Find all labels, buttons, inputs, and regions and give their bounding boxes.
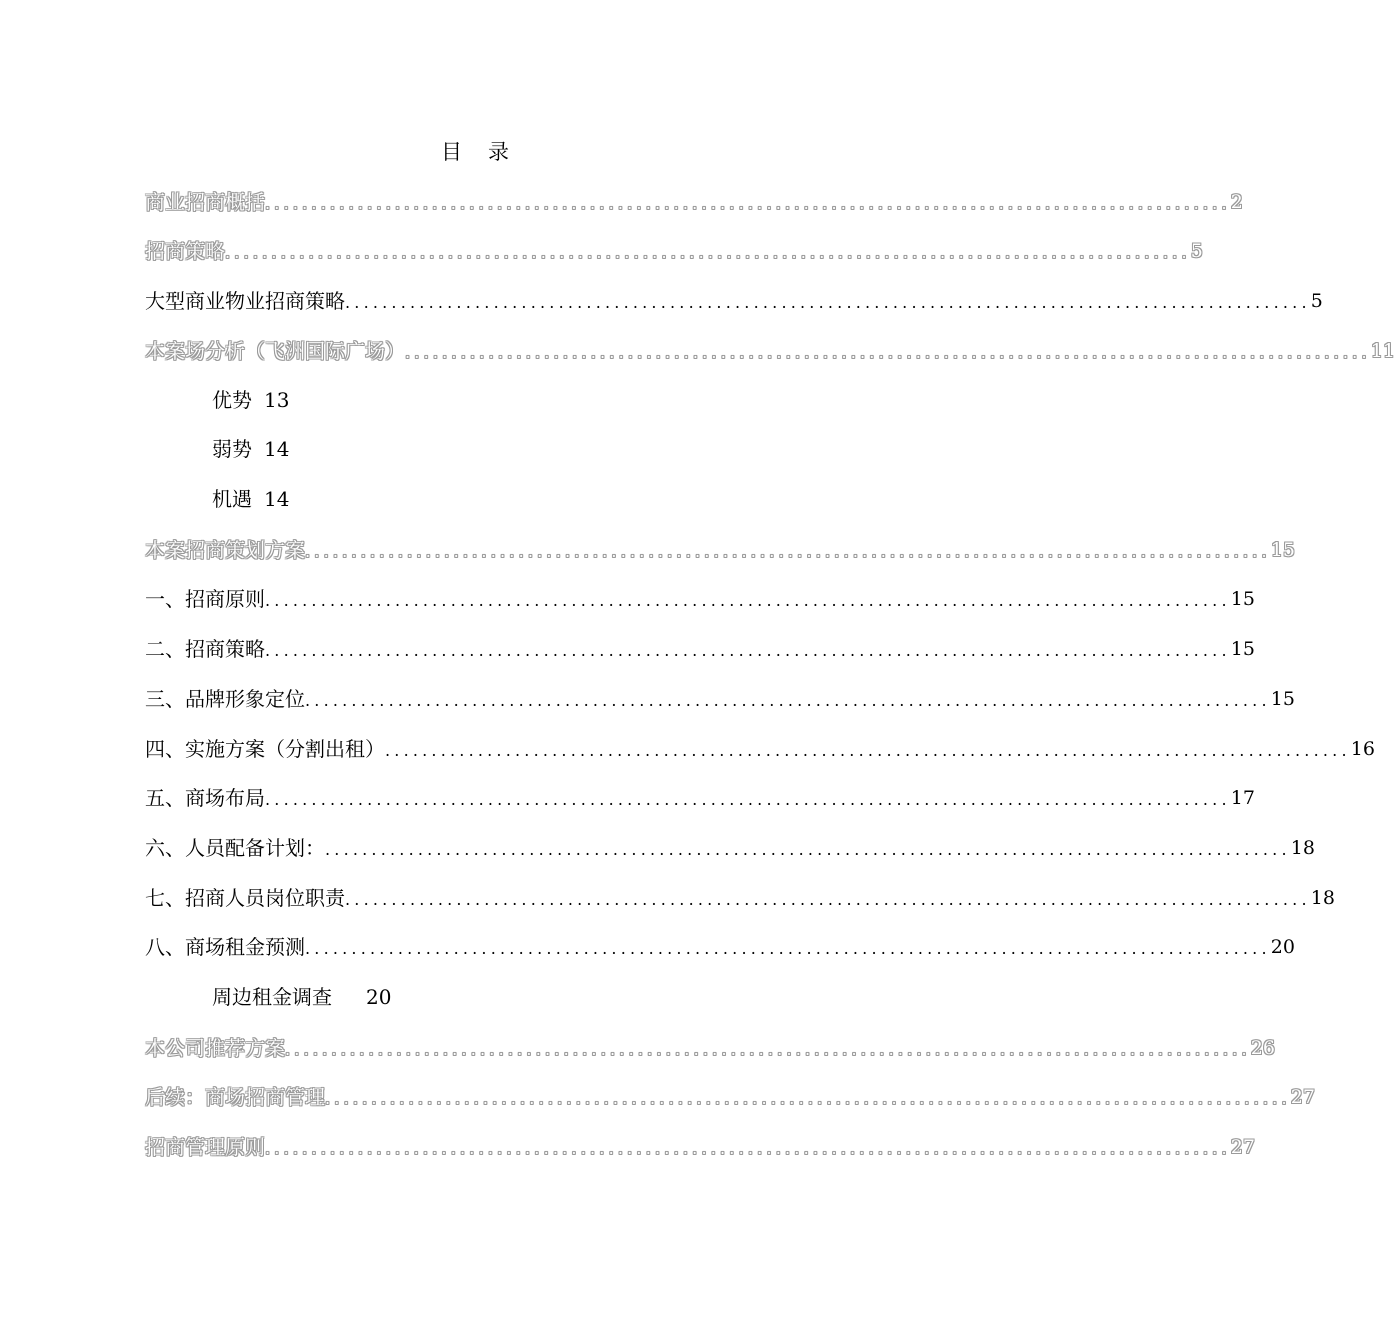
toc-leader-dots: ........................................................................................................ [305, 691, 1271, 710]
toc-entry-page: 11 [1370, 340, 1395, 362]
toc-leader-dots: ........................................................................................................ [265, 641, 1231, 660]
toc-entry-page: 5 [1310, 290, 1323, 312]
toc-entry[interactable] [145, 634, 1255, 664]
toc-entry[interactable] [145, 684, 1295, 714]
toc-leader-dots: ........................................................................................................ [385, 741, 1351, 760]
toc-entry[interactable] [145, 236, 1203, 266]
toc-entry-page: 27 [1230, 1136, 1255, 1158]
toc-subentry[interactable] [212, 484, 289, 514]
toc-subentry-page: 14 [264, 437, 290, 461]
toc-entry-label: 四、实施方案（分割出租） [145, 737, 385, 761]
toc-entry-label: 五、商场布局 [145, 786, 265, 810]
toc-leader-dots: ........................................................................................................ [265, 194, 1231, 213]
toc-entry[interactable] [145, 1082, 1315, 1112]
toc-entry[interactable] [145, 783, 1255, 813]
toc-entry-page: 26 [1250, 1037, 1275, 1059]
toc-entry[interactable] [145, 883, 1335, 913]
toc-entry-label: 八、商场租金预测 [145, 935, 305, 959]
toc-leader-dots: ........................................................................................................ [345, 293, 1311, 312]
toc-entry-page: 17 [1230, 787, 1255, 809]
toc-entry-page: 18 [1310, 887, 1335, 909]
toc-title-char-2: 录 [488, 140, 509, 164]
toc-subentry-page: 13 [264, 388, 290, 412]
toc-entry-label: 招商策略 [145, 239, 225, 263]
toc-entry[interactable] [145, 734, 1375, 764]
toc-entry-label: 后续：商场招商管理 [145, 1085, 325, 1109]
toc-title [0, 136, 950, 166]
toc-subentry[interactable] [212, 434, 289, 464]
toc-entry-page: 5 [1190, 240, 1203, 262]
toc-leader-dots: ........................................................................................................ [325, 1089, 1291, 1108]
toc-leader-dots: ........................................................................................................ [325, 840, 1291, 859]
toc-leader-dots: ........................................................................................................ [265, 790, 1231, 809]
toc-leader-dots: ........................................................................................................ [345, 890, 1311, 909]
toc-leader-dots: ........................................................................................................ [405, 343, 1371, 362]
toc-entry[interactable] [145, 1132, 1255, 1162]
toc-entry[interactable] [145, 187, 1243, 217]
toc-entry-page: 15 [1270, 539, 1295, 561]
toc-entry-label: 本案场分析（飞洲国际广场） [145, 339, 405, 363]
toc-subentry-label: 优势 [212, 388, 252, 412]
toc-entry-page: 2 [1230, 191, 1243, 213]
toc-entry[interactable] [145, 932, 1295, 962]
toc-entry-label: 六、人员配备计划： [145, 836, 325, 860]
toc-leader-dots: ........................................................................................................ [285, 1040, 1251, 1059]
toc-entry-page: 15 [1270, 688, 1295, 710]
toc-entry-page: 15 [1230, 588, 1255, 610]
toc-entry-label: 本案招商策划方案 [145, 538, 305, 562]
toc-entry-label: 三、品牌形象定位 [145, 687, 305, 711]
toc-title-char-1: 目 [441, 140, 462, 164]
toc-entry-label: 招商管理原则 [145, 1135, 265, 1159]
toc-entry[interactable] [145, 1033, 1275, 1063]
toc-entry-label: 商业招商概括 [145, 190, 265, 214]
toc-subentry-label: 机遇 [212, 487, 252, 511]
toc-entry[interactable] [145, 833, 1315, 863]
toc-subentry-label: 弱势 [212, 437, 252, 461]
toc-entry-label: 大型商业物业招商策略 [145, 289, 345, 313]
toc-entry-page: 27 [1290, 1086, 1315, 1108]
toc-entry[interactable] [145, 584, 1255, 614]
toc-leader-dots: ........................................................................................................ [225, 243, 1191, 262]
toc-leader-dots: ........................................................................................................ [305, 542, 1271, 561]
toc-entry[interactable] [145, 286, 1323, 316]
toc-entry[interactable] [145, 336, 1395, 366]
toc-entry-label: 二、招商策略 [145, 637, 265, 661]
toc-entry-page: 18 [1290, 837, 1315, 859]
toc-entry[interactable] [145, 535, 1295, 565]
toc-entry-label: 本公司推荐方案 [145, 1036, 285, 1060]
toc-entry-page: 20 [1270, 936, 1295, 958]
toc-subentry-page: 20 [366, 985, 392, 1009]
toc-entry-label: 一、招商原则 [145, 587, 265, 611]
toc-leader-dots: ........................................................................................................ [265, 1139, 1231, 1158]
toc-subentry-label: 周边租金调查 [212, 985, 332, 1009]
toc-subentry[interactable] [212, 385, 289, 415]
toc-leader-dots: ........................................................................................................ [305, 939, 1271, 958]
toc-subentry[interactable] [212, 982, 391, 1012]
toc-subentry-page: 14 [264, 487, 290, 511]
toc-entry-label: 七、招商人员岗位职责 [145, 886, 345, 910]
toc-leader-dots: ........................................................................................................ [265, 591, 1231, 610]
toc-entry-page: 16 [1350, 738, 1375, 760]
toc-entry-page: 15 [1230, 638, 1255, 660]
